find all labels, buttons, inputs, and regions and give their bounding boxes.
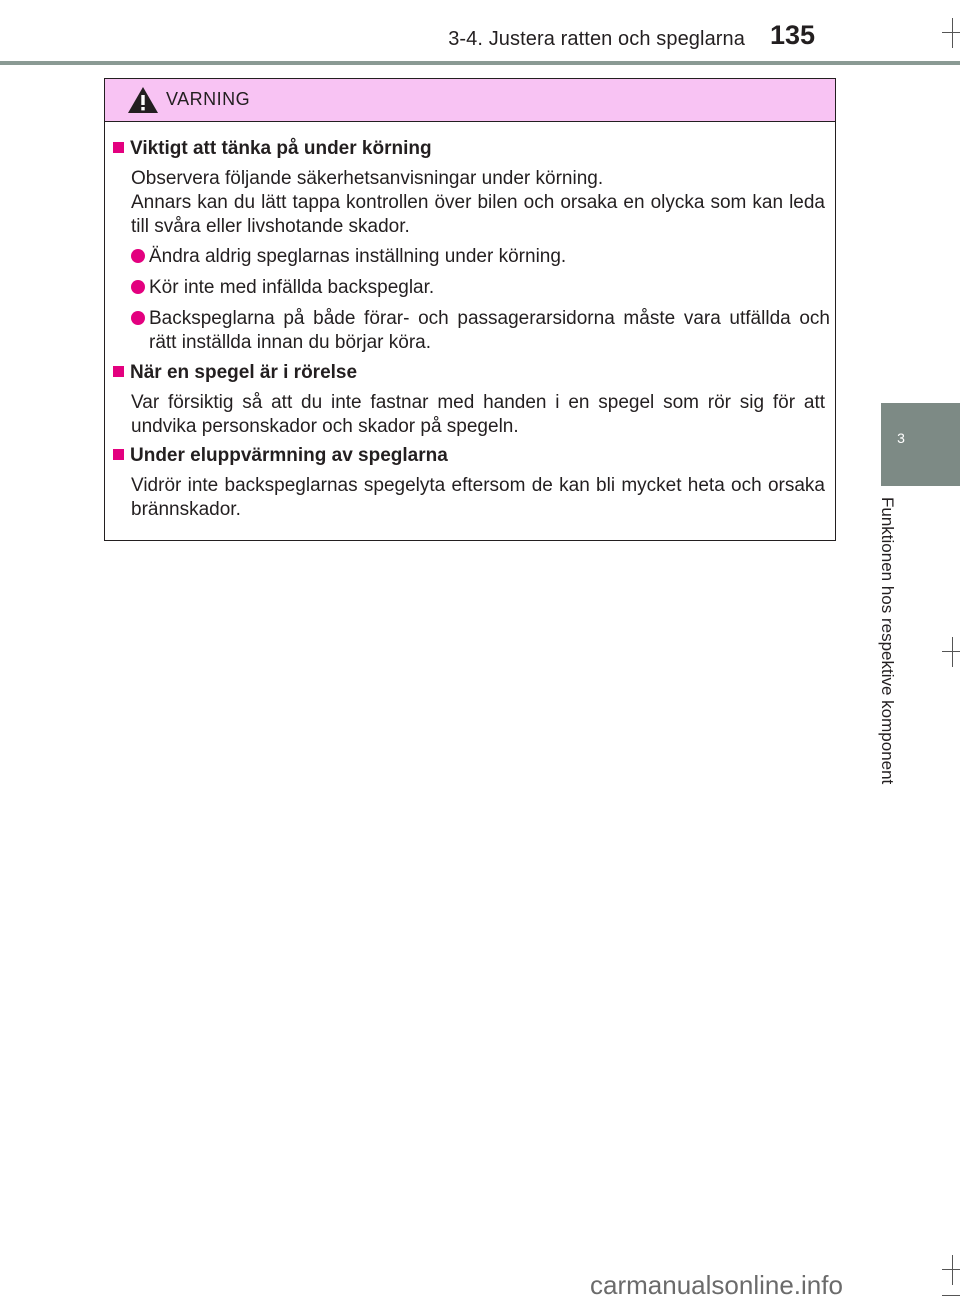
- warning-box: [104, 78, 836, 541]
- registration-mark-middle: [942, 637, 960, 667]
- section-heading-text: När en spegel är i rörelse: [130, 362, 358, 383]
- chapter-label: [877, 497, 913, 837]
- watermark: carmanualsonline.info: [590, 1270, 843, 1300]
- paragraph: Var försiktig så att du inte fastnar med handen i en spegel som rör sig för att undvika personskador och skador på spegeln.: [131, 392, 825, 437]
- list-item-text: Backspeglarna på både förar- och passagerarsidorna måste vara utfällda och rätt inställda innan du börjar köra.: [149, 308, 830, 353]
- list-item-text: Kör inte med infällda backspeglar.: [149, 277, 435, 298]
- section-heading-text: Under eluppvärmning av speglarna: [130, 445, 448, 466]
- round-bullet-icon: [131, 280, 145, 294]
- square-bullet-icon: [113, 366, 124, 377]
- warning-header: [105, 79, 835, 122]
- chapter-label-text: Funktionen hos respektive komponent: [878, 497, 897, 785]
- header-rule: [0, 61, 960, 65]
- list-item: [124, 245, 830, 269]
- paragraph: Observera följande säkerhetsanvisningar under körning.: [131, 168, 604, 189]
- paragraph: Vidrör inte backspeglarnas spegelyta eftersom de kan bli mycket heta och orsaka brännskador.: [131, 475, 825, 520]
- section-heading: [105, 362, 835, 384]
- list-item-text: Ändra aldrig speglarnas inställning under körning.: [149, 246, 567, 267]
- round-bullet-icon: [131, 249, 145, 263]
- page-number: 135: [770, 20, 816, 50]
- warning-title: VARNING: [166, 89, 251, 109]
- square-bullet-icon: [113, 449, 124, 460]
- registration-mark-bottom: [942, 1255, 960, 1303]
- square-bullet-icon: [113, 142, 124, 153]
- list-item: [124, 307, 830, 355]
- paragraph: Annars kan du lätt tappa kontrollen över bilen och orsaka en olycka som kan leda till svåra eller livshotande skador.: [131, 192, 825, 237]
- section-heading: [105, 445, 835, 467]
- list-item: [124, 276, 830, 300]
- warning-triangle-icon: [127, 86, 159, 114]
- registration-mark-top: [942, 18, 960, 48]
- section-heading: [105, 138, 835, 160]
- chapter-number: 3: [897, 430, 905, 446]
- section-heading-text: Viktigt att tänka på under körning: [130, 138, 432, 159]
- round-bullet-icon: [131, 311, 145, 325]
- header-title: 3-4. Justera ratten och speglarna: [448, 28, 745, 50]
